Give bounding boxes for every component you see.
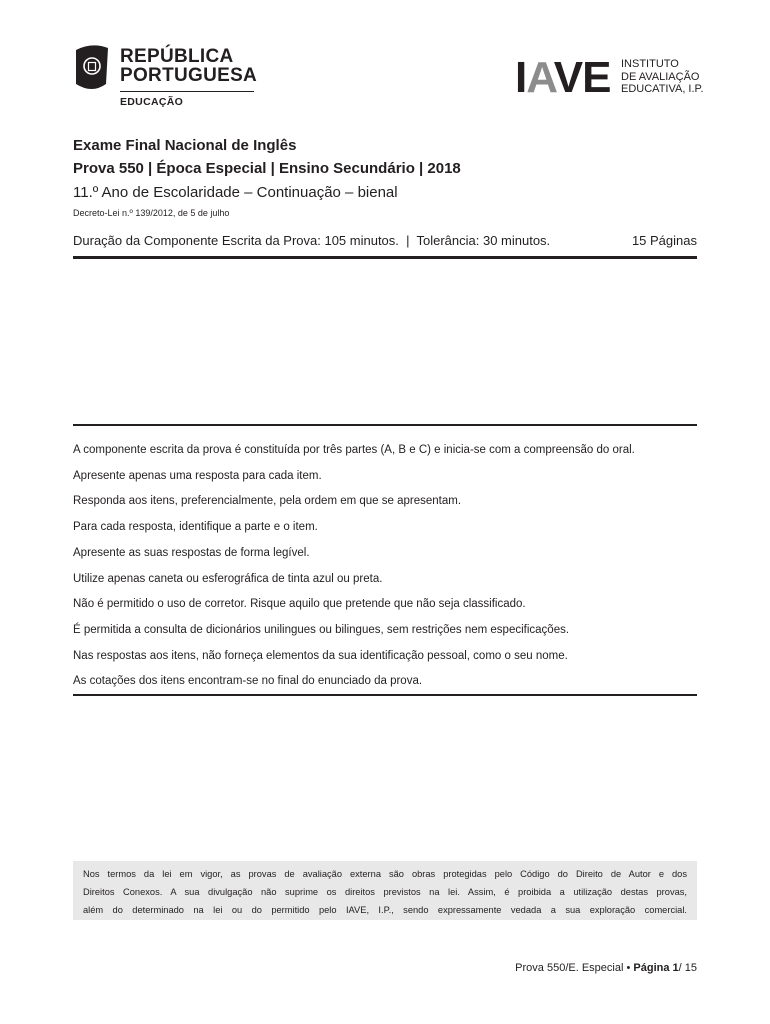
exam-title: Exame Final Nacional de Inglês — [73, 137, 297, 154]
instructions-list — [73, 438, 697, 695]
footer-page-total: / 15 — [678, 962, 697, 974]
page-footer — [515, 962, 697, 974]
republica-portuguesa-logo — [72, 44, 272, 114]
republica-name-line2: PORTUGUESA — [120, 65, 258, 86]
instruction-item: É permitida a consulta de dicionários unilingues ou bilingues, sem restrições nem especificações. — [73, 623, 570, 636]
footer-bullet: • — [626, 962, 631, 974]
instruction-item: Responda aos itens, preferencialmente, pela ordem em que se apresentam. — [73, 495, 462, 508]
instructions-bottom-divider — [73, 694, 697, 696]
republica-name-line1: REPÚBLICA — [120, 46, 234, 67]
instruction-item: Apresente as suas respostas de forma legível. — [73, 546, 310, 559]
copyright-line: além do determinado na lei ou do permitido pelo IAVE, I.P., sendo expressamente vedada a sua exploração comercial. — [83, 905, 687, 915]
exam-subtitle: Prova 550 | Época Especial | Ensino Secundário | 2018 — [73, 160, 461, 177]
copyright-line: Nos termos da lei em vigor, as provas de avaliação externa são obras protegidas pelo Código do Direito de Autor e dos — [83, 869, 687, 879]
iave-logo — [515, 53, 705, 102]
exam-year-line: 11.º Ano de Escolaridade – Continuação – bienal — [73, 184, 398, 201]
republica-ministry: EDUCAÇÃO — [120, 96, 184, 108]
iave-text-line: EDUCATIVA, I.P. — [621, 83, 704, 95]
iave-text-line: DE AVALIAÇÃO — [621, 70, 700, 83]
instruction-item: Para cada resposta, identifique a parte e o item. — [73, 521, 318, 534]
copyright-line: Direitos Conexos. A sua divulgação não suprime os direitos previstos na lei. Assim, é proibida a utilização destas provas, — [83, 887, 687, 897]
page-count: 15 Páginas — [631, 233, 697, 248]
iave-mark: IAVE — [515, 53, 611, 102]
footer-exam-ref: Prova 550/E. Especial — [515, 962, 624, 974]
instruction-item: Não é permitido o uso de corretor. Risque aquilo que pretende que não seja classificado. — [73, 598, 526, 611]
instruction-item: Utilize apenas caneta ou esferográfica de tinta azul ou preta. — [73, 572, 383, 585]
iave-text-line: INSTITUTO — [621, 58, 679, 70]
footer-page-label: Página 1 — [633, 962, 679, 974]
exam-duration: Duração da Componente Escrita da Prova: 105 minutos. | Tolerância: 30 minutos. — [73, 233, 551, 248]
decree-reference: Decreto-Lei n.º 139/2012, de 5 de julho — [73, 208, 230, 218]
copyright-notice — [73, 861, 697, 920]
republica-emblem-icon — [72, 44, 110, 92]
instruction-item: As cotações dos itens encontram-se no final do enunciado da prova. — [73, 675, 423, 688]
instructions-top-divider — [73, 424, 697, 426]
republica-divider — [120, 91, 254, 92]
instruction-item: Nas respostas aos itens, não forneça elementos da sua identificação pessoal, como o seu nome. — [73, 649, 568, 662]
instruction-item: Apresente apenas uma resposta para cada item. — [73, 469, 322, 482]
iave-institute-name — [621, 58, 704, 96]
header-divider — [73, 256, 697, 259]
instruction-item: A componente escrita da prova é constituída por três partes (A, B e C) e inicia-se com a compreensão do oral. — [73, 444, 635, 456]
